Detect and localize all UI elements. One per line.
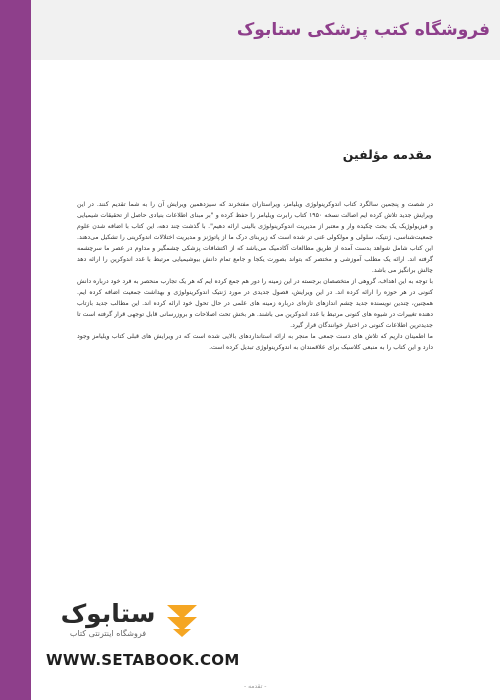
paragraph-2: با توجه به این اهداف، گروهی از متخصصان برجسته در این زمینه را دور هم جمع کرده ایم که هر یک تجارب منحصر به فرد خود درباره دانش کنونی در هر حوزه را ارائه کرده اند. در این ویرایش، فصول جدیدی در مورد ژنتیک اندوکرینولوژی و بهداشت جمعیت اضافه کرده ایم. همچنین، چندین نویسنده جدید چشم اندازهای تازه‌ای درباره زمینه های علمی در حال تحول خود ارائه کرده اند. این مطالب جدید بازتاب دهنده تغییرات در شیوه های کنونی مرتبط با غدد اندوکرین می باشند. هر بخش تحت اصلاحات و بروزرسانی قابل توجهی قرار گرفته است تا جدیدترین اطلاعات کنونی در اختیار خوانندگان قرار گیرد. (77, 278, 433, 329)
paragraph-3: ما اطمینان داریم که تلاش های دست جمعی ما منجر به ارائه استانداردهای بالایی شده است که در ویرایش های قبلی کتاب ویلیامز وجود دارد و این کتاب را به منبعی کلاسیک برای علاقمندان به اندوکرینولوژی تبدیل کرده است. (77, 333, 433, 351)
logo-tagline: فروشگاه اینترنتی کتاب (69, 629, 147, 638)
body-text (77, 199, 433, 353)
website-url: WWW.SETABOOK.COM (46, 651, 240, 669)
logo-chevron-icon (165, 603, 199, 639)
header-strip (31, 0, 500, 60)
header-title: فروشگاه کتب پزشکی ستابوک (236, 20, 490, 40)
setabook-logo (50, 599, 200, 643)
page-marker: - تقدمه - (244, 683, 267, 690)
paragraph-1: در شصت و پنجمین سالگرد کتاب اندوکرینولوژی ویلیامز، ویراستاران مفتخرند که سیزدهمین ویرایش آن را به شما تقدیم کنند. در این ویرایش جدید تلاش کرده ایم اصالت نسخه ۱۹۵۰ کتاب رابرت ویلیامز را حفظ کرده و "بر مبنای اطلاعات بنیادی حاصل از تحقیقات شیمیایی و فیزیولوژیک یک بحث چکیده وار و معتبر از مدیریت اندوکرینولوژی بالینی ارائه دهیم". با گذشت چند دهه، این کتاب با اضافه شدن علوم جمعیت‌شناسی، ژنتیک، سلولی و مولکولی غنی تر شده است که زیربنای درک ما از پاتوژنز و مدیریت اختلالات اندوکرینی را تشکیل می‌دهند. این کتاب شامل شواهد بدست آمده از طریق مطالعات آکادمیک می‌باشد که از اکتشافات پزشکی چشمگیر و مداوم در عصر ما سرچشمه گرفته اند. ارائه یک مطلب آموزشی و مختصر که بتواند بصورت یکجا و جامع تمام دانش بیوشیمیایی مرتبط با غدد اندوکرین را ارائه دهد چالش برانگیز می باشد. (77, 201, 433, 274)
left-accent-bar (0, 0, 31, 700)
logo-wordmark: ستابوک (60, 599, 156, 628)
section-title: مقدمه مؤلفین (342, 147, 432, 162)
